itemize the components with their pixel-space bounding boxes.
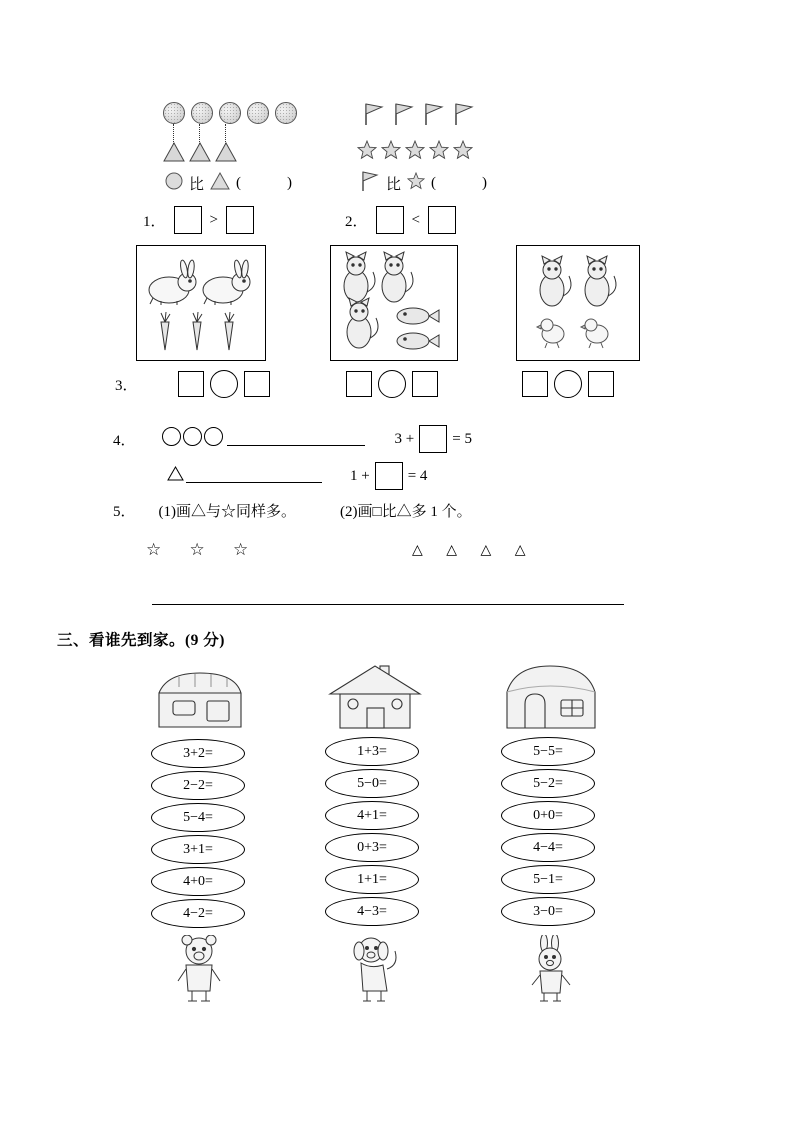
q5-triangles: △ △ △ △ (412, 543, 536, 558)
dotted-connector (173, 124, 174, 144)
flag-icon (423, 102, 445, 126)
answer-box[interactable] (588, 371, 614, 397)
equation-ellipse[interactable]: 5−1= (501, 865, 595, 894)
question-4-row-2 (167, 462, 427, 490)
equation-ellipse[interactable]: 4+0= (151, 867, 245, 896)
dotted-connector (225, 124, 226, 144)
q5-stars: ☆ ☆ ☆ (146, 540, 261, 559)
triangle-shape (189, 142, 211, 167)
paren-open-right: ( (431, 175, 437, 191)
picture-frame-cats-fish (330, 245, 458, 361)
equation-ellipse[interactable]: 5−5= (501, 737, 595, 766)
q4-eq1-prefix: 3 + (394, 430, 415, 447)
compare-line-left (165, 172, 292, 195)
flag-icon (360, 170, 380, 197)
triangle-shape (215, 142, 237, 167)
answer-box[interactable] (226, 206, 254, 234)
circle-shape (247, 102, 269, 124)
paren-close-left: ) (287, 175, 293, 191)
question-1 (143, 206, 254, 234)
equation-ellipse[interactable]: 0+3= (325, 833, 419, 862)
answer-box[interactable] (244, 371, 270, 397)
circle-shape (165, 172, 183, 195)
house-round (495, 660, 605, 739)
circle-shape (219, 102, 241, 124)
flag-icon (453, 102, 475, 126)
equation-ellipse[interactable]: 5−0= (325, 769, 419, 798)
answer-box[interactable] (412, 371, 438, 397)
paren-close-right: ) (482, 175, 488, 191)
equation-ellipse[interactable]: 3+2= (151, 739, 245, 768)
equation-ellipse[interactable]: 1+1= (325, 865, 419, 894)
q5-part-1: (1)画△与☆同样多。 (158, 504, 297, 520)
question-3-row-2 (346, 370, 438, 398)
animal-rabbit (522, 935, 582, 1008)
animal-dog (345, 935, 409, 1008)
section-3-heading: 三、看谁先到家。(9 分) (57, 632, 225, 649)
q4-blank-line[interactable] (186, 469, 322, 483)
triangle-row-left (163, 142, 237, 167)
flag-row-right (363, 102, 475, 126)
equation-ellipse[interactable]: 5−2= (501, 769, 595, 798)
answer-box[interactable] (178, 371, 204, 397)
q4-number: 4． (113, 432, 136, 449)
operator-circle[interactable] (378, 370, 406, 398)
compare-line-right (360, 170, 487, 197)
question-4 (113, 425, 472, 453)
q1-number: 1． (143, 213, 166, 230)
circle-row-left (163, 102, 297, 124)
answer-box[interactable] (376, 206, 404, 234)
star-icon (405, 140, 425, 160)
equation-ellipse[interactable]: 0+0= (501, 801, 595, 830)
house-square (145, 665, 255, 738)
circle-shape (183, 427, 202, 446)
question-3-row-3 (522, 370, 614, 398)
q4-eq2-prefix: 1 + (350, 467, 370, 484)
star-icon (381, 140, 401, 160)
circle-shape (275, 102, 297, 124)
q5-number: 5． (113, 504, 136, 520)
operator-circle[interactable] (210, 370, 238, 398)
answer-box[interactable] (375, 462, 403, 490)
star-icon (453, 140, 473, 160)
compare-label-left: 比 (189, 177, 205, 193)
equation-ellipse[interactable]: 4−4= (501, 833, 595, 862)
triangle-shape (167, 466, 184, 486)
equation-ellipse[interactable]: 5−4= (151, 803, 245, 832)
q4-shapes-row1 (162, 427, 225, 451)
triangle-shape (163, 142, 185, 167)
divider (152, 604, 624, 605)
q4-blank-line[interactable] (227, 432, 365, 446)
star-icon (407, 172, 425, 195)
q4-eq1-suffix: = 5 (452, 430, 472, 447)
house-pointed (320, 660, 430, 739)
answer-box[interactable] (522, 371, 548, 397)
animal-bear (168, 935, 230, 1008)
question-3 (115, 370, 270, 398)
q2-operator: < (411, 211, 420, 228)
star-icon (357, 140, 377, 160)
picture-frame-cats-chicks (516, 245, 640, 361)
operator-circle[interactable] (554, 370, 582, 398)
equation-ellipse[interactable]: 4+1= (325, 801, 419, 830)
answer-box[interactable] (174, 206, 202, 234)
equation-ellipse[interactable]: 3−0= (501, 897, 595, 926)
circle-shape (163, 102, 185, 124)
compare-label-right: 比 (386, 177, 402, 193)
equation-ellipse[interactable]: 4−3= (325, 897, 419, 926)
flag-icon (363, 102, 385, 126)
answer-box[interactable] (346, 371, 372, 397)
triangle-shape (210, 172, 230, 195)
star-icon (429, 140, 449, 160)
circle-shape (162, 427, 181, 446)
paren-open-left: ( (236, 175, 242, 191)
star-row-right (357, 140, 473, 160)
answer-box[interactable] (428, 206, 456, 234)
q3-number: 3． (115, 377, 138, 394)
q5-part-2: (2)画□比△多 1 个。 (340, 504, 472, 520)
q2-number: 2． (345, 213, 368, 230)
equation-ellipse[interactable]: 2−2= (151, 771, 245, 800)
flag-icon (393, 102, 415, 126)
question-5 (113, 500, 472, 521)
circle-shape (204, 427, 223, 446)
equation-ellipse[interactable]: 1+3= (325, 737, 419, 766)
equation-ellipse[interactable]: 4−2= (151, 899, 245, 928)
q1-operator: > (209, 211, 218, 228)
picture-frame-rabbits (136, 245, 266, 361)
question-2 (345, 206, 456, 234)
dotted-connector (199, 124, 200, 144)
circle-shape (191, 102, 213, 124)
q4-eq2-suffix: = 4 (407, 467, 428, 484)
answer-box[interactable] (419, 425, 447, 453)
equation-ellipse[interactable]: 3+1= (151, 835, 245, 864)
